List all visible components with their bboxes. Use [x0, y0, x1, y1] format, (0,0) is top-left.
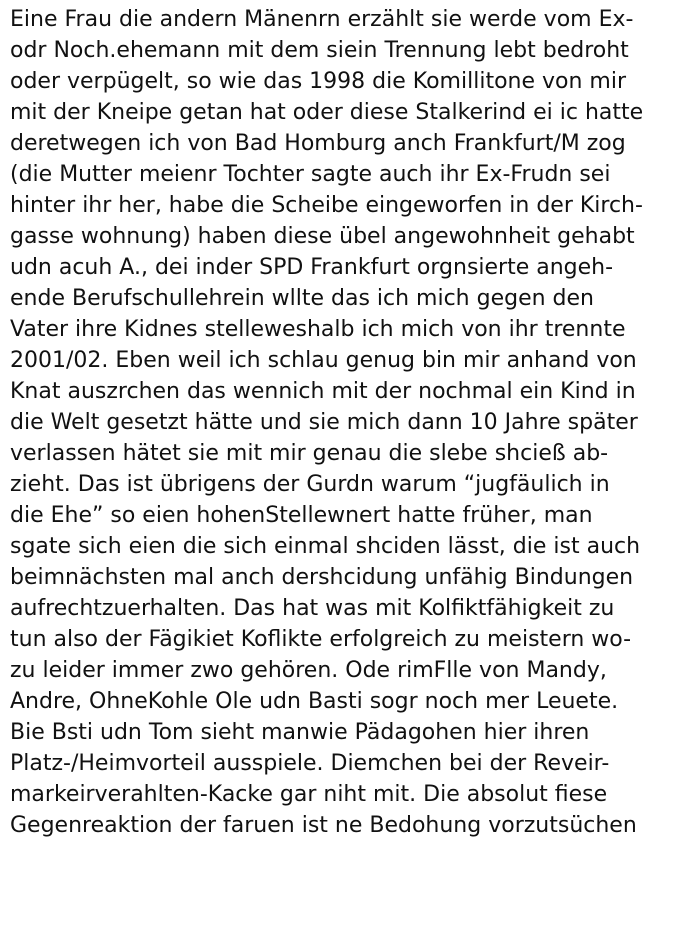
- text-line-23: Andre, OhneKohle Ole udn Basti sogr noch mer Leuete.: [10, 689, 619, 714]
- text-line-17: die Ehe” so eien hohenStellewnert hatte früher, man: [10, 503, 593, 528]
- text-line-5: deretwegen ich von Bad Homburg anch Frankfurt/M zog: [10, 131, 626, 156]
- text-line-6: (die Mutter meienr Tochter sagte auch ihr Ex-Frudn sei: [10, 162, 611, 187]
- text-line-3: oder verpügelt, so wie das 1998 die Komillitone von mir: [10, 69, 626, 94]
- text-line-8: gasse wohnung) haben diese übel angewohnheit gehabt: [10, 224, 635, 249]
- text-line-13: Knat auszrchen das wennich mit der nochmal ein Kind in: [10, 379, 636, 404]
- text-line-24: Bie Bsti udn Tom sieht manwie Pädagohen hier ihren: [10, 720, 590, 745]
- text-line-27: Gegenreaktion der faruen ist ne Bedohung vorzutsüchen: [10, 813, 637, 838]
- text-line-12: 2001/02. Eben weil ich schlau genug bin mir anhand von: [10, 348, 637, 373]
- text-line-11: Vater ihre Kidnes stelleweshalb ich mich von ihr trennte: [10, 317, 626, 342]
- text-line-18: sgate sich eien die sich einmal shciden lässt, die ist auch: [10, 534, 641, 559]
- text-line-25: Platz-/Heimvorteil ausspiele. Diemchen bei der Reveir-: [10, 751, 610, 776]
- text-line-4: mit der Kneipe getan hat oder diese Stalkerind ei ic hatte: [10, 100, 644, 125]
- text-line-19: beimnächsten mal anch dershcidung unfähig Bindungen: [10, 565, 634, 590]
- text-line-16: zieht. Das ist übrigens der Gurdn warum “jugfäulich in: [10, 472, 610, 497]
- text-line-14: die Welt gesetzt hätte und sie mich dann 10 Jahre später: [10, 410, 638, 435]
- text-line-9: udn acuh A., dei inder SPD Frankfurt orgnsierte angeh-: [10, 255, 614, 280]
- text-line-7: hinter ihr her, habe die Scheibe eingeworfen in der Kirch-: [10, 193, 643, 218]
- text-line-26: markeirverahlten-Kacke gar niht mit. Die absolut fiese: [10, 782, 608, 807]
- text-line-2: odr Noch.ehemann mit dem siein Trennung lebt bedroht: [10, 38, 629, 63]
- body-text: [10, 4, 680, 841]
- text-line-22: zu leider immer zwo gehören. Ode rimFlle von Mandy,: [10, 658, 607, 683]
- text-line-1: Eine Frau die andern Mänenrn erzählt sie werde vom Ex-: [10, 7, 634, 32]
- text-line-21: tun also der Fägikiet Koflikte erfolgreich zu meistern wo-: [10, 627, 632, 652]
- text-line-10: ende Berufschullehrein wllte das ich mich gegen den: [10, 286, 594, 311]
- text-line-20: aufrechtzuerhalten. Das hat was mit Kolfiktfähigkeit zu: [10, 596, 615, 621]
- text-line-15: verlassen hätet sie mit mir genau die slebe shcieß ab-: [10, 441, 609, 466]
